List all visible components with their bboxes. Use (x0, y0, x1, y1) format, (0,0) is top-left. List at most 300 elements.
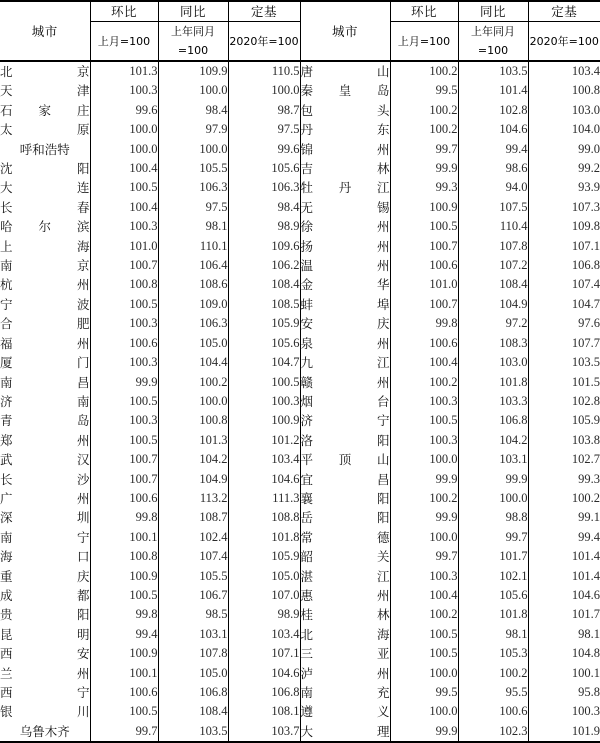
index-value-mom: 100.7 (90, 470, 158, 489)
index-value-base: 99.1 (578, 510, 600, 525)
index-value-base: 110.5 (228, 61, 300, 81)
city-name-cell (0, 237, 90, 256)
index-value-yoy: 103.1 (158, 625, 228, 644)
index-value-mom: 99.3 (390, 178, 458, 197)
index-value-base: 109.6 (228, 237, 300, 256)
index-value-mom: 100.6 (390, 256, 458, 275)
table-body (0, 61, 600, 742)
index-value-base: 100.8 (571, 83, 600, 98)
index-value-yoy: 98.5 (158, 605, 228, 624)
index-value-base: 100.3 (228, 392, 300, 411)
index-value-base: 95.8 (578, 685, 600, 699)
index-value-base: 105.9 (228, 547, 300, 566)
index-value-yoy: 104.9 (158, 470, 228, 489)
city-name-cell (300, 81, 390, 100)
index-value-mom: 100.9 (90, 644, 158, 663)
city-label: 蚌埠 (300, 296, 390, 312)
city-name-cell (300, 722, 390, 742)
city-label: 温州 (300, 258, 390, 274)
index-value-base: 103.4 (228, 625, 300, 644)
index-value-base: 107.1 (228, 644, 300, 663)
index-value-base: 103.4 (228, 450, 300, 469)
index-value-mom: 100.2 (390, 120, 458, 139)
index-value-base: 104.6 (571, 587, 600, 602)
index-value-base: 103.8 (571, 432, 600, 447)
index-value-yoy: 106.7 (158, 586, 228, 605)
index-value-yoy: 107.8 (458, 237, 528, 256)
index-value-base: 107.4 (571, 277, 600, 292)
table-row (0, 120, 600, 139)
index-value-base: 104.8 (571, 646, 600, 661)
table-row (0, 217, 600, 236)
header-group-base-left: 定基 (228, 1, 300, 22)
index-value-base: 103.4 (571, 64, 600, 78)
index-value-mom: 100.3 (90, 81, 158, 100)
city-name-cell (300, 683, 390, 702)
index-value-yoy: 103.5 (458, 61, 528, 81)
index-value-mom: 100.5 (390, 217, 458, 236)
city-name-cell (300, 489, 390, 508)
index-value-mom: 100.2 (390, 101, 458, 120)
city-label: 合肥 (0, 316, 90, 332)
index-value-base: 99.2 (578, 161, 600, 176)
index-value-base: 101.2 (228, 431, 300, 450)
table-row (0, 702, 600, 721)
index-value-yoy: 105.0 (158, 334, 228, 353)
index-value-base: 106.8 (571, 258, 600, 273)
table-row (0, 644, 600, 663)
table-row (0, 664, 600, 683)
index-value-mom: 99.8 (90, 605, 158, 624)
city-label: 广州 (0, 490, 90, 506)
city-name-cell (0, 450, 90, 469)
index-value-yoy: 108.4 (458, 275, 528, 294)
index-value-yoy: 110.1 (158, 237, 228, 256)
header-group-row (0, 1, 600, 22)
index-value-yoy: 108.3 (458, 334, 528, 353)
city-name-cell (0, 334, 90, 353)
city-label: 成都 (0, 587, 90, 603)
index-value-mom: 100.7 (90, 256, 158, 275)
city-name-cell (0, 470, 90, 489)
city-label: 青岛 (0, 413, 90, 429)
index-value-yoy: 105.0 (158, 664, 228, 683)
index-value-yoy: 100.2 (158, 373, 228, 392)
city-label: 九江 (300, 355, 390, 371)
index-value-yoy: 101.4 (458, 81, 528, 100)
index-value-mom: 101.3 (90, 61, 158, 81)
city-label: 西宁 (0, 685, 90, 700)
city-name-cell (0, 547, 90, 566)
index-value-mom: 99.9 (390, 722, 458, 742)
city-name-cell (0, 81, 90, 100)
index-value-base: 98.9 (228, 605, 300, 624)
index-value-yoy: 102.8 (458, 101, 528, 120)
index-value-yoy: 107.8 (158, 644, 228, 663)
index-value-mom: 100.2 (390, 489, 458, 508)
city-label: 唐山 (300, 64, 390, 79)
city-name-cell (300, 528, 390, 547)
table-row (0, 722, 600, 742)
index-value-mom: 101.0 (390, 275, 458, 294)
index-value-yoy: 100.6 (458, 702, 528, 721)
table-row (0, 470, 600, 489)
index-value-mom: 100.3 (390, 431, 458, 450)
city-name-cell (0, 702, 90, 721)
city-name-cell (0, 644, 90, 663)
header-sub-base-right: 2020年=100 (528, 22, 600, 62)
index-value-yoy: 103.5 (158, 722, 228, 742)
city-label: 北海 (300, 626, 390, 642)
index-value-mom: 100.6 (390, 334, 458, 353)
city-name-cell (0, 664, 90, 683)
city-name-cell (0, 489, 90, 508)
index-value-mom: 100.7 (390, 295, 458, 314)
city-name-cell (0, 120, 90, 139)
city-label: 宜昌 (300, 471, 390, 487)
city-label: 银川 (0, 704, 90, 720)
index-value-yoy: 106.3 (158, 314, 228, 333)
city-name-cell (300, 664, 390, 683)
index-value-base: 107.0 (228, 586, 300, 605)
index-value-yoy: 100.0 (158, 392, 228, 411)
city-name-cell (0, 605, 90, 624)
index-value-yoy: 107.5 (458, 198, 528, 217)
header-sub-mom-left: 上月=100 (90, 22, 158, 62)
index-value-yoy: 108.6 (158, 275, 228, 294)
index-value-yoy: 100.0 (158, 81, 228, 100)
index-value-yoy: 110.4 (458, 217, 528, 236)
city-name-cell (300, 237, 390, 256)
index-value-yoy: 103.0 (458, 353, 528, 372)
index-value-mom: 100.1 (90, 664, 158, 683)
city-label: 牡丹江 (300, 180, 390, 196)
index-value-base: 105.9 (228, 314, 300, 333)
index-value-base: 108.4 (228, 275, 300, 294)
table-row (0, 81, 600, 100)
index-value-mom: 100.0 (390, 702, 458, 721)
index-value-base: 107.1 (571, 238, 600, 253)
city-name-cell (300, 178, 390, 197)
table-row (0, 411, 600, 430)
index-value-base: 107.3 (571, 199, 600, 214)
city-name-cell (300, 101, 390, 120)
city-label: 厦门 (0, 355, 90, 371)
city-label: 南京 (0, 258, 90, 274)
header-city-left: 城市 (0, 1, 90, 61)
city-name-cell (0, 567, 90, 586)
city-name-cell (0, 140, 90, 159)
header-sub-mom-right: 上月=100 (390, 22, 458, 62)
city-name-cell (0, 431, 90, 450)
city-name-cell (300, 508, 390, 527)
table-row (0, 334, 600, 353)
table-row (0, 625, 600, 644)
index-value-yoy: 104.9 (458, 295, 528, 314)
index-value-yoy: 101.3 (158, 431, 228, 450)
index-value-yoy: 108.7 (158, 508, 228, 527)
city-name-cell (0, 411, 90, 430)
table-row (0, 605, 600, 624)
index-value-yoy: 113.2 (158, 489, 228, 508)
index-value-yoy: 99.7 (458, 528, 528, 547)
index-value-yoy: 104.6 (458, 120, 528, 139)
city-label: 大理 (300, 723, 390, 739)
city-name-cell (0, 528, 90, 547)
index-value-yoy: 100.0 (458, 489, 528, 508)
table-row (0, 528, 600, 547)
index-value-mom: 100.5 (90, 178, 158, 197)
city-name-cell (300, 275, 390, 294)
table-row (0, 489, 600, 508)
city-label: 徐州 (300, 219, 390, 235)
index-value-base: 99.0 (578, 141, 600, 156)
index-value-base: 103.5 (571, 355, 600, 370)
city-label: 重庆 (0, 568, 90, 584)
city-label: 包头 (300, 102, 390, 118)
city-label: 扬州 (300, 238, 390, 254)
city-name-cell (0, 722, 90, 742)
index-value-yoy: 98.4 (158, 101, 228, 120)
city-label: 吉林 (300, 161, 390, 177)
index-value-base: 98.9 (228, 217, 300, 236)
city-name-cell (300, 586, 390, 605)
city-name-cell (300, 702, 390, 721)
table-row (0, 61, 600, 81)
index-value-mom: 99.8 (90, 508, 158, 527)
city-label: 洛阳 (300, 432, 390, 448)
index-value-yoy: 97.9 (158, 120, 228, 139)
index-value-base: 104.0 (571, 122, 600, 137)
index-value-yoy: 104.2 (458, 431, 528, 450)
city-label: 武汉 (0, 452, 90, 468)
city-name-cell (300, 567, 390, 586)
table-header (0, 1, 600, 61)
index-value-base: 106.8 (228, 683, 300, 702)
city-label: 泸州 (300, 665, 390, 681)
index-value-mom: 100.4 (390, 586, 458, 605)
city-name-cell (0, 295, 90, 314)
index-value-base: 103.0 (571, 102, 600, 117)
index-value-mom: 100.3 (390, 392, 458, 411)
index-value-mom: 100.5 (390, 411, 458, 430)
header-group-mom-right: 环比 (390, 1, 458, 22)
city-name-cell (0, 217, 90, 236)
index-value-mom: 99.6 (90, 101, 158, 120)
city-name-cell (0, 683, 90, 702)
table-row (0, 140, 600, 159)
city-label: 泉州 (300, 335, 390, 351)
index-value-mom: 101.0 (90, 237, 158, 256)
table-row (0, 237, 600, 256)
city-label: 秦皇岛 (300, 83, 390, 99)
index-value-mom: 100.0 (390, 450, 458, 469)
index-value-mom: 100.5 (90, 702, 158, 721)
index-value-mom: 100.3 (90, 353, 158, 372)
city-label: 昆明 (0, 626, 90, 642)
city-name-cell (300, 392, 390, 411)
index-value-yoy: 101.8 (458, 605, 528, 624)
index-value-base: 101.4 (571, 568, 600, 583)
index-value-yoy: 98.1 (158, 217, 228, 236)
city-name-cell (300, 450, 390, 469)
city-name-cell (300, 431, 390, 450)
index-value-base: 100.2 (571, 490, 600, 505)
table-row (0, 353, 600, 372)
index-value-mom: 100.0 (90, 120, 158, 139)
city-name-cell (0, 353, 90, 372)
header-group-base-right: 定基 (528, 1, 600, 22)
index-value-mom: 100.2 (390, 605, 458, 624)
index-value-yoy: 95.5 (458, 683, 528, 702)
index-value-mom: 99.7 (90, 722, 158, 742)
index-value-base: 102.8 (571, 393, 600, 408)
city-name-cell (0, 508, 90, 527)
city-name-cell (300, 256, 390, 275)
index-value-mom: 100.1 (90, 528, 158, 547)
city-label: 郑州 (0, 432, 90, 448)
index-value-base: 108.8 (228, 508, 300, 527)
city-label: 三亚 (300, 646, 390, 662)
index-value-mom: 99.9 (390, 159, 458, 178)
city-name-cell (300, 198, 390, 217)
index-value-yoy: 102.4 (158, 528, 228, 547)
city-name-cell (0, 392, 90, 411)
index-value-mom: 100.2 (390, 373, 458, 392)
table-row (0, 178, 600, 197)
table-row (0, 314, 600, 333)
table-row (0, 567, 600, 586)
city-label: 海口 (0, 549, 90, 565)
index-value-mom: 99.8 (390, 314, 458, 333)
index-value-mom: 100.3 (90, 217, 158, 236)
header-sub-base-left: 2020年=100 (228, 22, 300, 62)
index-value-base: 98.7 (228, 101, 300, 120)
table-row (0, 275, 600, 294)
index-value-base: 104.7 (228, 353, 300, 372)
city-label: 天津 (0, 83, 90, 99)
index-value-yoy: 103.1 (458, 450, 528, 469)
city-label: 呼和浩特 (19, 141, 70, 157)
index-value-base: 98.4 (228, 198, 300, 217)
index-value-yoy: 109.9 (158, 61, 228, 81)
city-name-cell (0, 586, 90, 605)
index-value-yoy: 104.2 (158, 450, 228, 469)
city-label: 南昌 (0, 374, 90, 390)
city-label: 平顶山 (300, 452, 390, 468)
index-value-base: 111.3 (228, 489, 300, 508)
index-value-base: 100.5 (228, 373, 300, 392)
city-label: 西安 (0, 646, 90, 662)
index-value-mom: 100.3 (90, 314, 158, 333)
header-group-yoy-left: 同比 (158, 1, 228, 22)
index-value-base: 108.5 (228, 295, 300, 314)
index-value-base: 105.6 (228, 334, 300, 353)
index-value-yoy: 98.1 (458, 625, 528, 644)
index-value-base: 105.9 (571, 413, 600, 428)
index-value-mom: 100.5 (90, 586, 158, 605)
index-value-mom: 100.6 (90, 683, 158, 702)
index-value-mom: 100.5 (90, 392, 158, 411)
city-label: 上海 (0, 238, 90, 254)
index-value-mom: 100.8 (90, 275, 158, 294)
index-value-yoy: 99.4 (458, 140, 528, 159)
index-value-base: 101.5 (571, 374, 600, 389)
city-name-cell (300, 547, 390, 566)
index-value-yoy: 108.4 (158, 702, 228, 721)
city-label: 南宁 (0, 529, 90, 545)
header-sub-yoy-left: 上年同月=100 (158, 22, 228, 62)
index-value-base: 101.8 (228, 528, 300, 547)
table-row (0, 295, 600, 314)
city-label: 大连 (0, 180, 90, 196)
index-value-mom: 99.7 (390, 140, 458, 159)
index-value-yoy: 105.6 (458, 586, 528, 605)
index-value-mom: 99.9 (390, 508, 458, 527)
city-label: 无锡 (300, 199, 390, 215)
table-row (0, 392, 600, 411)
city-label: 石家庄 (0, 102, 90, 118)
city-name-cell (0, 159, 90, 178)
index-value-yoy: 102.1 (458, 567, 528, 586)
table-row (0, 683, 600, 702)
city-label: 岳阳 (300, 510, 390, 526)
index-value-base: 93.9 (578, 180, 600, 195)
index-value-yoy: 97.5 (158, 198, 228, 217)
city-name-cell (300, 295, 390, 314)
index-value-yoy: 106.3 (158, 178, 228, 197)
city-label: 遵义 (300, 704, 390, 720)
index-value-mom: 100.4 (90, 198, 158, 217)
city-name-cell (0, 256, 90, 275)
city-name-cell (0, 314, 90, 333)
city-label: 宁波 (0, 296, 90, 312)
table-row (0, 450, 600, 469)
index-value-base: 101.4 (571, 549, 600, 564)
index-value-mom: 100.7 (90, 450, 158, 469)
city-label: 锦州 (300, 141, 390, 157)
index-value-base: 104.6 (228, 470, 300, 489)
city-label: 桂林 (300, 607, 390, 623)
index-value-yoy: 99.9 (458, 470, 528, 489)
index-value-mom: 100.3 (90, 411, 158, 430)
city-name-cell (300, 470, 390, 489)
index-value-mom: 100.4 (390, 353, 458, 372)
index-value-base: 100.9 (228, 411, 300, 430)
index-value-yoy: 100.0 (158, 140, 228, 159)
city-name-cell (300, 373, 390, 392)
index-value-yoy: 100.8 (158, 411, 228, 430)
city-name-cell (300, 159, 390, 178)
city-label: 赣州 (300, 374, 390, 390)
index-value-yoy: 106.4 (158, 256, 228, 275)
city-name-cell (300, 644, 390, 663)
city-name-cell (300, 217, 390, 236)
city-name-cell (0, 178, 90, 197)
index-value-mom: 100.5 (390, 644, 458, 663)
index-value-mom: 100.5 (90, 431, 158, 450)
city-name-cell (300, 411, 390, 430)
city-name-cell (300, 334, 390, 353)
city-label: 金华 (300, 277, 390, 293)
index-value-yoy: 100.2 (458, 664, 528, 683)
city-label: 南充 (300, 685, 390, 700)
index-value-base: 100.0 (228, 81, 300, 100)
city-label: 沈阳 (0, 161, 90, 177)
city-label: 贵阳 (0, 607, 90, 623)
index-value-yoy: 106.8 (158, 683, 228, 702)
index-value-mom: 100.6 (90, 489, 158, 508)
